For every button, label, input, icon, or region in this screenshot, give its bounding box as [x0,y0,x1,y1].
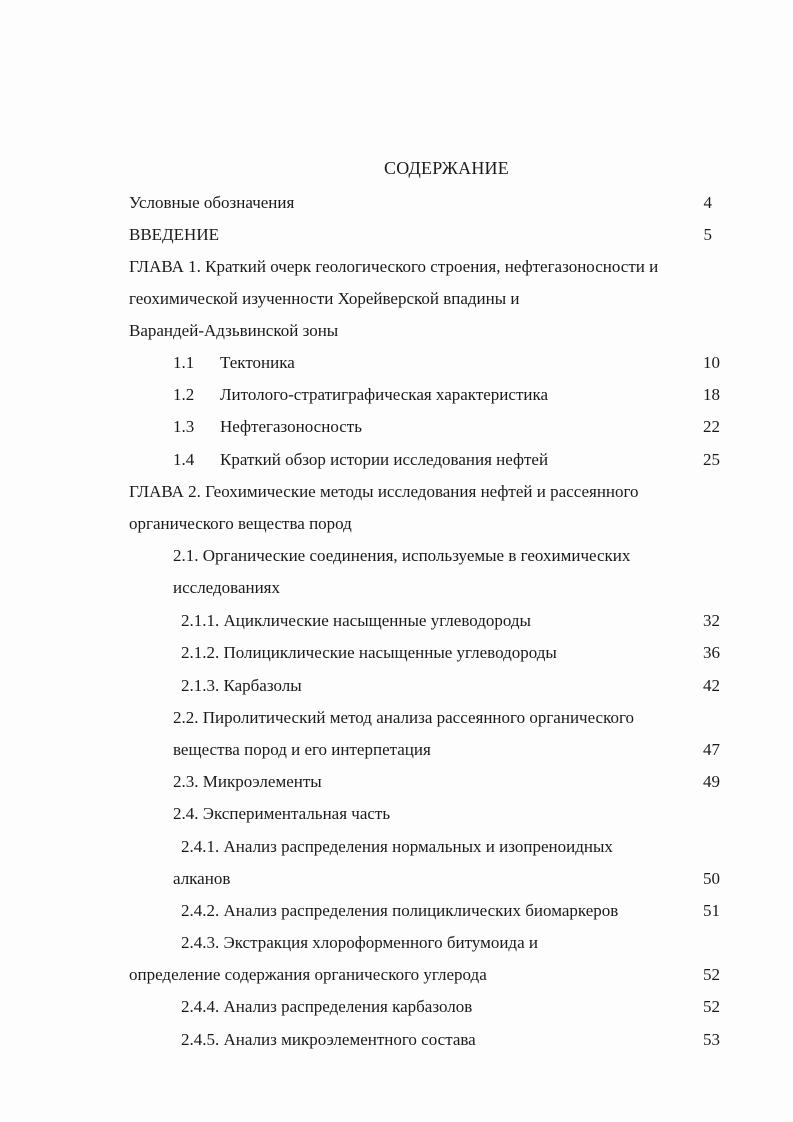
toc-page-number: 50 [703,869,720,888]
toc-page-number: 18 [703,385,720,404]
toc-page-number: 10 [703,353,720,372]
section-title: Нефтегазоносность [220,417,362,436]
toc-entry-2-1-line-1: 2.1. Органические соединения, используемые в геохимических [173,546,631,565]
section-number: 1.4 [173,450,195,469]
toc-entry-1-3 [173,416,362,438]
toc-page-number: 32 [703,611,720,630]
section-title: Литолого-стратиграфическая характеристика [220,385,549,404]
toc-entry-2-4-2: 2.4.2. Анализ распределения полициклических биомаркеров [181,901,619,920]
toc-entry-2-4-3-line-2: определение содержания органического углерода [129,965,487,984]
toc-entry-2-2-line-2: вещества пород и его интерпетация [173,740,431,759]
toc-entry-abbreviations: Условные обозначения [129,193,295,212]
section-number: 1.3 [173,417,195,436]
toc-page-number: 5 [703,225,712,244]
section-title: Краткий обзор истории исследования нефтей [220,450,549,469]
toc-entry-2-4-1-line-1: 2.4.1. Анализ распределения нормальных и изопреноидных [181,837,613,856]
toc-chapter-1-line-2: геохимической изученности Хорейверской впадины и [129,289,520,308]
page-title: СОДЕРЖАНИЕ [384,158,509,178]
toc-chapter-2-line-2: органического вещества пород [129,514,352,533]
toc-entry-2-1-3: 2.1.3. Карбазолы [181,676,302,695]
toc-entry-2-4-4: 2.4.4. Анализ распределения карбазолов [181,997,473,1016]
toc-chapter-1-line-3: Варандей-Адзьвинской зоны [129,321,339,340]
toc-chapter-2-line-1: ГЛАВА 2. Геохимические методы исследования нефтей и рассеянного [129,482,639,501]
toc-page-number: 49 [703,772,720,791]
toc-entry-2-4-1-line-2: алканов [173,869,231,888]
toc-entry-2-4-5: 2.4.5. Анализ микроэлементного состава [181,1030,476,1049]
toc-entry-2-3: 2.3. Микроэлементы [173,772,322,791]
toc-entry-introduction: ВВЕДЕНИЕ [129,225,219,244]
section-number: 1.1 [173,353,195,372]
toc-page-number: 51 [703,901,720,920]
toc-entry-1-4 [173,449,548,471]
toc-page-number: 52 [703,997,720,1016]
toc-chapter-1-line-1: ГЛАВА 1. Краткий очерк геологического строения, нефтегазоносности и [129,257,659,276]
toc-page-number: 22 [703,417,720,436]
toc-entry-2-4: 2.4. Экспериментальная часть [173,804,391,823]
toc-page-number: 52 [703,965,720,984]
section-number: 1.2 [173,385,195,404]
toc-page-number: 42 [703,676,720,695]
toc-entry-2-4-3-line-1: 2.4.3. Экстракция хлороформенного битумоида и [181,933,538,952]
toc-entry-2-1-1: 2.1.1. Ациклические насыщенные углеводороды [181,611,531,630]
toc-page-number: 4 [703,193,712,212]
toc-page-number: 25 [703,450,720,469]
toc-page-number: 53 [703,1030,720,1049]
toc-entry-1-1 [173,352,295,374]
toc-page-number: 36 [703,643,720,662]
section-title: Тектоника [220,353,295,372]
toc-entry-2-2-line-1: 2.2. Пиролитический метод анализа рассеянного органического [173,708,635,727]
toc-entry-2-1-line-2: исследованиях [173,578,281,597]
toc-entry-2-1-2: 2.1.2. Полициклические насыщенные углеводороды [181,643,557,662]
toc-entry-1-2 [173,384,548,406]
toc-page-number: 47 [703,740,720,759]
